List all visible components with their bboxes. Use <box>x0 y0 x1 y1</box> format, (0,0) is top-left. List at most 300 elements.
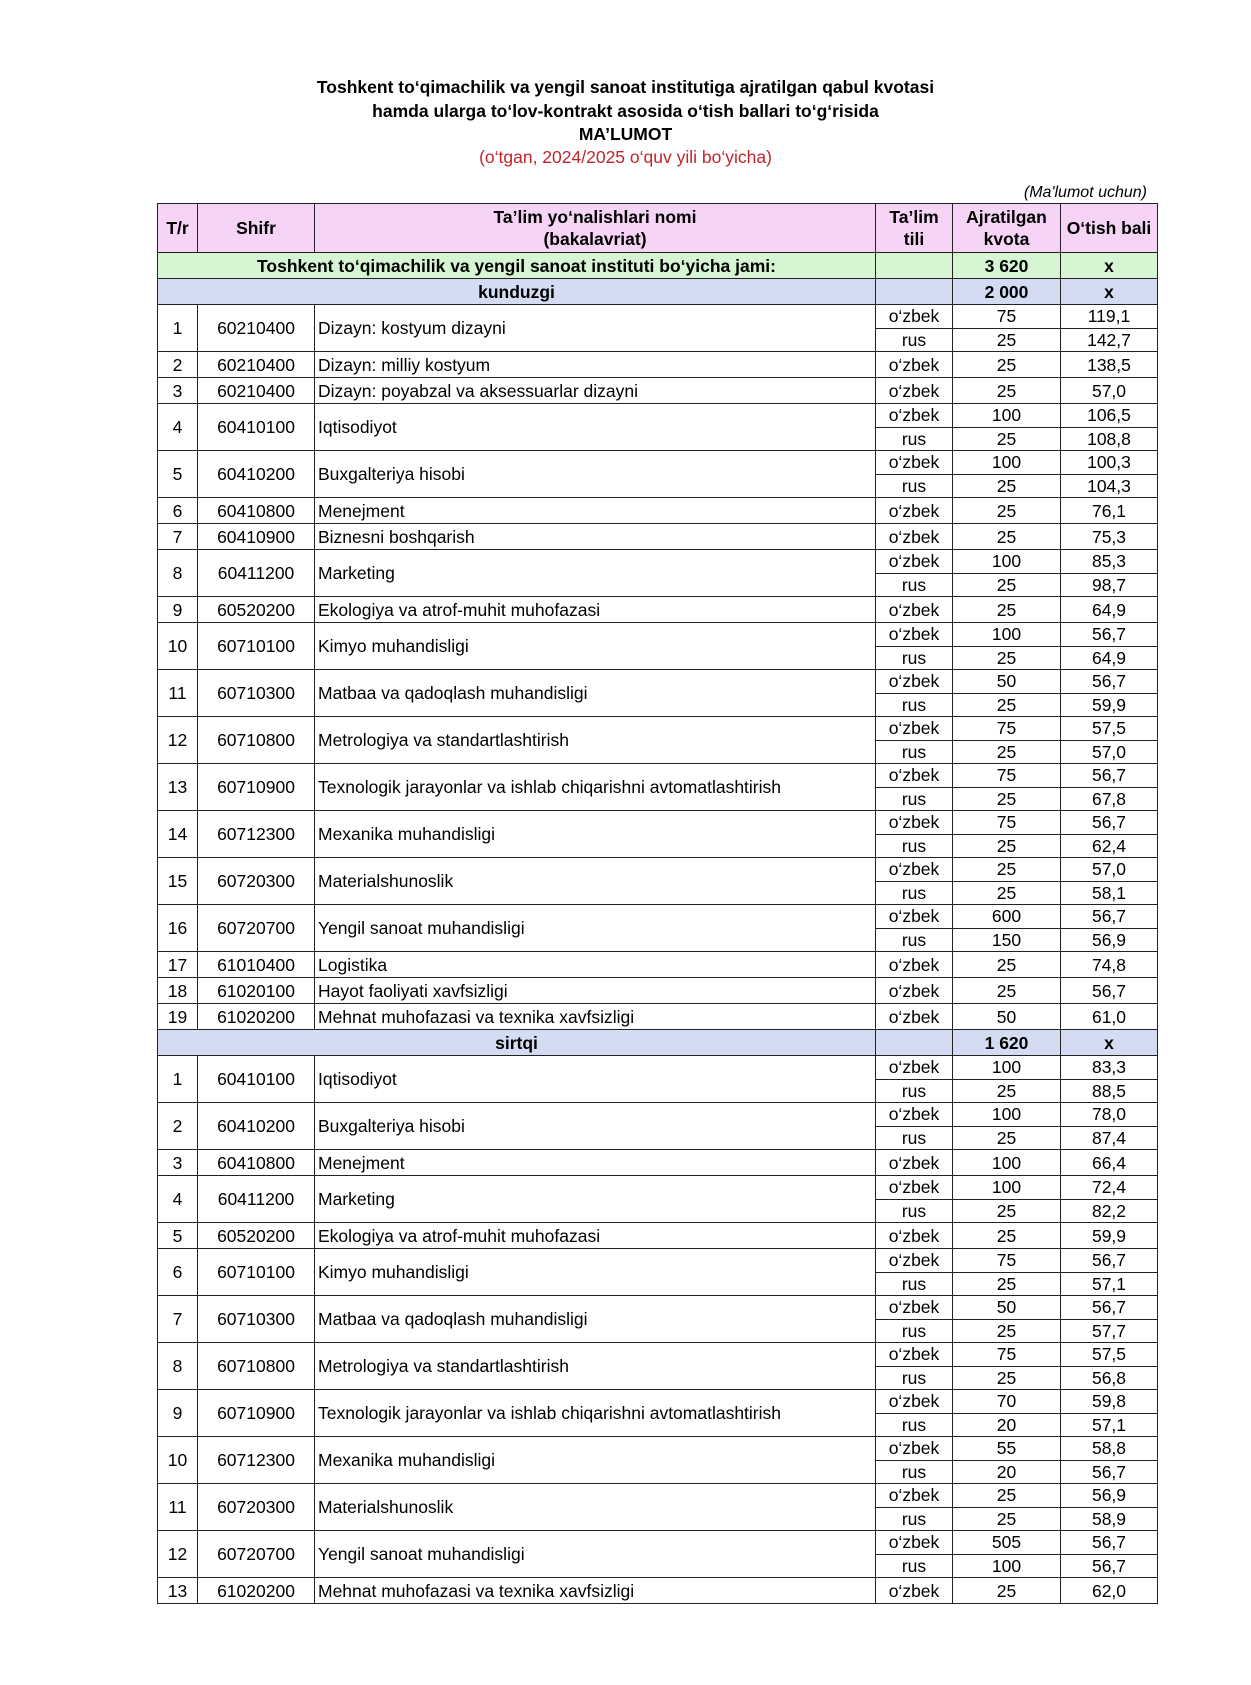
row-score: 76,1 <box>1061 498 1158 524</box>
row-score: 56,9 <box>1061 1484 1158 1508</box>
row-quota: 25 <box>953 573 1061 597</box>
row-score: 56,7 <box>1061 811 1158 835</box>
row-code: 60712300 <box>198 811 315 858</box>
row-number: 2 <box>158 1103 198 1150</box>
row-number: 4 <box>158 404 198 451</box>
row-code: 60710900 <box>198 764 315 811</box>
row-score: 56,8 <box>1061 1366 1158 1390</box>
row-language: o‘zbek <box>876 597 953 623</box>
row-number: 9 <box>158 1390 198 1437</box>
row-quota: 25 <box>953 328 1061 352</box>
row-number: 1 <box>158 305 198 352</box>
row-quota: 100 <box>953 1150 1061 1176</box>
row-number: 11 <box>158 1484 198 1531</box>
row-language: o‘zbek <box>876 1249 953 1273</box>
row-program-name: Buxgalteriya hisobi <box>315 1103 876 1150</box>
section-lang-empty <box>876 279 953 305</box>
row-language: rus <box>876 1126 953 1150</box>
row-language: o‘zbek <box>876 858 953 882</box>
table-row <box>158 1578 1158 1604</box>
row-quota: 25 <box>953 1199 1061 1223</box>
row-quota: 25 <box>953 427 1061 451</box>
row-score: 64,9 <box>1061 597 1158 623</box>
row-quota: 75 <box>953 717 1061 741</box>
row-score: 56,7 <box>1061 623 1158 647</box>
row-language: rus <box>876 881 953 905</box>
row-program-name: Dizayn: poyabzal va aksessuarlar dizayni <box>315 378 876 404</box>
row-code: 60710300 <box>198 1296 315 1343</box>
table-row <box>158 670 1158 694</box>
row-language: rus <box>876 328 953 352</box>
row-score: 87,4 <box>1061 1126 1158 1150</box>
row-score: 106,5 <box>1061 404 1158 428</box>
col-header-quota <box>953 204 1061 253</box>
row-score: 56,7 <box>1061 764 1158 788</box>
row-score: 72,4 <box>1061 1176 1158 1200</box>
row-program-name: Marketing <box>315 550 876 597</box>
row-number: 8 <box>158 550 198 597</box>
row-language: o‘zbek <box>876 1531 953 1555</box>
row-score: 57,1 <box>1061 1413 1158 1437</box>
row-language: rus <box>876 1272 953 1296</box>
total-score: x <box>1061 253 1158 279</box>
row-score: 74,8 <box>1061 952 1158 978</box>
row-score: 78,0 <box>1061 1103 1158 1127</box>
row-quota: 100 <box>953 623 1061 647</box>
title-line-1: Toshkent to‘qimachilik va yengil sanoat institutiga ajratilgan qabul kvotasi <box>316 77 935 97</box>
row-quota: 25 <box>953 787 1061 811</box>
row-quota: 25 <box>953 498 1061 524</box>
row-code: 60720700 <box>198 1531 315 1578</box>
row-code: 60720300 <box>198 1484 315 1531</box>
table-row <box>158 1531 1158 1555</box>
row-program-name: Matbaa va qadoqlash muhandisligi <box>315 670 876 717</box>
row-code: 60410800 <box>198 498 315 524</box>
row-code: 61020100 <box>198 978 315 1004</box>
row-quota: 25 <box>953 881 1061 905</box>
table-row <box>158 623 1158 647</box>
row-language: o‘zbek <box>876 378 953 404</box>
row-language: rus <box>876 1079 953 1103</box>
col-header-score: O‘tish bali <box>1061 204 1158 253</box>
row-quota: 100 <box>953 1056 1061 1080</box>
row-score: 75,3 <box>1061 524 1158 550</box>
row-language: rus <box>876 834 953 858</box>
row-language: o‘zbek <box>876 524 953 550</box>
row-program-name: Buxgalteriya hisobi <box>315 451 876 498</box>
row-score: 82,2 <box>1061 1199 1158 1223</box>
table-header-row <box>158 204 1158 253</box>
row-score: 142,7 <box>1061 328 1158 352</box>
row-program-name: Texnologik jarayonlar va ishlab chiqarishni avtomatlashtirish <box>315 764 876 811</box>
row-score: 59,9 <box>1061 693 1158 717</box>
row-code: 61010400 <box>198 952 315 978</box>
row-program-name: Biznesni boshqarish <box>315 524 876 550</box>
col-header-quota-line1: Ajratilgan <box>966 207 1047 227</box>
row-number: 4 <box>158 1176 198 1223</box>
row-number: 5 <box>158 1223 198 1249</box>
row-score: 104,3 <box>1061 474 1158 498</box>
row-language: o‘zbek <box>876 404 953 428</box>
row-score: 56,7 <box>1061 1460 1158 1484</box>
row-quota: 25 <box>953 858 1061 882</box>
row-code: 60710100 <box>198 1249 315 1296</box>
row-code: 60410100 <box>198 404 315 451</box>
row-number: 8 <box>158 1343 198 1390</box>
row-program-name: Materialshunoslik <box>315 858 876 905</box>
row-code: 60710800 <box>198 717 315 764</box>
total-lang-empty <box>876 253 953 279</box>
row-language: o‘zbek <box>876 670 953 694</box>
row-number: 13 <box>158 1578 198 1604</box>
row-language: o‘zbek <box>876 1296 953 1320</box>
row-quota: 25 <box>953 378 1061 404</box>
row-score: 56,7 <box>1061 1554 1158 1578</box>
row-program-name: Ekologiya va atrof-muhit muhofazasi <box>315 1223 876 1249</box>
row-score: 56,7 <box>1061 1531 1158 1555</box>
row-quota: 50 <box>953 670 1061 694</box>
row-program-name: Menejment <box>315 1150 876 1176</box>
section-name: kunduzgi <box>158 279 876 305</box>
table-row <box>158 1437 1158 1461</box>
row-quota: 75 <box>953 764 1061 788</box>
row-language: rus <box>876 1460 953 1484</box>
row-program-name: Materialshunoslik <box>315 1484 876 1531</box>
row-language: o‘zbek <box>876 1578 953 1604</box>
document-header <box>0 76 1251 168</box>
row-quota: 25 <box>953 693 1061 717</box>
row-language: o‘zbek <box>876 1390 953 1414</box>
row-score: 98,7 <box>1061 573 1158 597</box>
row-language: rus <box>876 1199 953 1223</box>
row-number: 15 <box>158 858 198 905</box>
row-program-name: Marketing <box>315 1176 876 1223</box>
row-program-name: Matbaa va qadoqlash muhandisligi <box>315 1296 876 1343</box>
col-header-name-line2: (bakalavriat) <box>543 229 647 249</box>
table-row <box>158 1176 1158 1200</box>
row-quota: 600 <box>953 905 1061 929</box>
row-language: o‘zbek <box>876 1437 953 1461</box>
section-score: x <box>1061 279 1158 305</box>
row-language: o‘zbek <box>876 1103 953 1127</box>
row-quota: 75 <box>953 305 1061 329</box>
title-line-3: MA’LUMOT <box>578 124 673 144</box>
row-code: 60720300 <box>198 858 315 905</box>
section-score: x <box>1061 1030 1158 1056</box>
row-program-name: Iqtisodiyot <box>315 1056 876 1103</box>
row-language: rus <box>876 928 953 952</box>
row-language: rus <box>876 1319 953 1343</box>
row-number: 1 <box>158 1056 198 1103</box>
row-code: 60520200 <box>198 1223 315 1249</box>
row-score: 67,8 <box>1061 787 1158 811</box>
row-quota: 505 <box>953 1531 1061 1555</box>
row-number: 6 <box>158 1249 198 1296</box>
row-number: 19 <box>158 1004 198 1030</box>
row-code: 60410200 <box>198 451 315 498</box>
row-program-name: Mehnat muhofazasi va texnika xavfsizligi <box>315 1004 876 1030</box>
table-row <box>158 404 1158 428</box>
row-code: 60411200 <box>198 1176 315 1223</box>
row-number: 17 <box>158 952 198 978</box>
row-program-name: Metrologiya va standartlashtirish <box>315 1343 876 1390</box>
table-row <box>158 978 1158 1004</box>
row-quota: 75 <box>953 811 1061 835</box>
row-code: 60710300 <box>198 670 315 717</box>
row-quota: 25 <box>953 524 1061 550</box>
row-quota: 25 <box>953 1484 1061 1508</box>
title-line-2: hamda ularga to‘lov-kontrakt asosida o‘tish ballari to‘g‘risida <box>372 100 879 121</box>
row-program-name: Yengil sanoat muhandisligi <box>315 1531 876 1578</box>
row-quota: 25 <box>953 646 1061 670</box>
col-header-name <box>315 204 876 253</box>
row-program-name: Mexanika muhandisligi <box>315 811 876 858</box>
row-language: o‘zbek <box>876 952 953 978</box>
section-row <box>158 279 1158 305</box>
table-row <box>158 305 1158 329</box>
table-row <box>158 352 1158 378</box>
table-row <box>158 1390 1158 1414</box>
row-program-name: Mexanika muhandisligi <box>315 1437 876 1484</box>
row-number: 11 <box>158 670 198 717</box>
row-code: 60712300 <box>198 1437 315 1484</box>
row-program-name: Dizayn: kostyum dizayni <box>315 305 876 352</box>
row-code: 61020200 <box>198 1578 315 1604</box>
row-quota: 25 <box>953 1319 1061 1343</box>
quota-table <box>157 203 1158 1604</box>
table-row <box>158 764 1158 788</box>
row-language: rus <box>876 1413 953 1437</box>
col-header-lang-line2: tili <box>903 229 925 249</box>
info-note: (Ma'lumot uchun) <box>1023 184 1147 201</box>
row-quota: 55 <box>953 1437 1061 1461</box>
row-score: 56,7 <box>1061 905 1158 929</box>
row-quota: 75 <box>953 1249 1061 1273</box>
row-quota: 25 <box>953 952 1061 978</box>
row-language: rus <box>876 1366 953 1390</box>
row-number: 12 <box>158 717 198 764</box>
row-code: 60410900 <box>198 524 315 550</box>
table-row <box>158 597 1158 623</box>
row-language: o‘zbek <box>876 352 953 378</box>
table-row <box>158 858 1158 882</box>
row-quota: 100 <box>953 1176 1061 1200</box>
row-code: 60210400 <box>198 305 315 352</box>
col-header-name-line1: Ta’lim yo‘nalishlari nomi <box>493 207 697 227</box>
row-score: 57,0 <box>1061 858 1158 882</box>
section-name: sirtqi <box>158 1030 876 1056</box>
row-language: rus <box>876 646 953 670</box>
section-lang-empty <box>876 1030 953 1056</box>
row-language: o‘zbek <box>876 1056 953 1080</box>
table-row <box>158 1103 1158 1127</box>
row-language: o‘zbek <box>876 764 953 788</box>
table-row <box>158 498 1158 524</box>
row-score: 56,7 <box>1061 670 1158 694</box>
row-language: o‘zbek <box>876 811 953 835</box>
row-language: o‘zbek <box>876 550 953 574</box>
row-quota: 75 <box>953 1343 1061 1367</box>
row-code: 61020200 <box>198 1004 315 1030</box>
row-number: 2 <box>158 352 198 378</box>
table-row <box>158 952 1158 978</box>
row-score: 62,4 <box>1061 834 1158 858</box>
row-score: 100,3 <box>1061 451 1158 475</box>
row-number: 14 <box>158 811 198 858</box>
table-row <box>158 905 1158 929</box>
row-quota: 100 <box>953 550 1061 574</box>
row-score: 58,1 <box>1061 881 1158 905</box>
row-score: 64,9 <box>1061 646 1158 670</box>
row-quota: 25 <box>953 1578 1061 1604</box>
row-language: o‘zbek <box>876 1150 953 1176</box>
row-language: o‘zbek <box>876 905 953 929</box>
total-quota: 3 620 <box>953 253 1061 279</box>
row-program-name: Texnologik jarayonlar va ishlab chiqarishni avtomatlashtirish <box>315 1390 876 1437</box>
row-language: o‘zbek <box>876 498 953 524</box>
table-row <box>158 378 1158 404</box>
row-number: 13 <box>158 764 198 811</box>
row-program-name: Iqtisodiyot <box>315 404 876 451</box>
row-number: 10 <box>158 623 198 670</box>
col-header-code: Shifr <box>198 204 315 253</box>
row-number: 16 <box>158 905 198 952</box>
row-language: o‘zbek <box>876 717 953 741</box>
row-language: rus <box>876 474 953 498</box>
row-code: 60720700 <box>198 905 315 952</box>
row-score: 61,0 <box>1061 1004 1158 1030</box>
row-program-name: Kimyo muhandisligi <box>315 1249 876 1296</box>
row-quota: 25 <box>953 978 1061 1004</box>
row-score: 56,7 <box>1061 1249 1158 1273</box>
row-score: 56,7 <box>1061 978 1158 1004</box>
row-quota: 50 <box>953 1296 1061 1320</box>
row-quota: 100 <box>953 451 1061 475</box>
row-score: 57,5 <box>1061 1343 1158 1367</box>
row-number: 3 <box>158 378 198 404</box>
col-header-lang-line1: Ta’lim <box>889 207 939 227</box>
row-language: o‘zbek <box>876 451 953 475</box>
row-program-name: Mehnat muhofazasi va texnika xavfsizligi <box>315 1578 876 1604</box>
row-score: 57,5 <box>1061 717 1158 741</box>
row-quota: 150 <box>953 928 1061 952</box>
row-language: o‘zbek <box>876 978 953 1004</box>
row-language: rus <box>876 1507 953 1531</box>
row-program-name: Hayot faoliyati xavfsizligi <box>315 978 876 1004</box>
row-score: 59,8 <box>1061 1390 1158 1414</box>
row-language: rus <box>876 427 953 451</box>
row-program-name: Dizayn: milliy kostyum <box>315 352 876 378</box>
row-quota: 25 <box>953 1272 1061 1296</box>
row-score: 56,7 <box>1061 1296 1158 1320</box>
table-row <box>158 1004 1158 1030</box>
row-code: 60410100 <box>198 1056 315 1103</box>
col-header-lang <box>876 204 953 253</box>
row-language: o‘zbek <box>876 623 953 647</box>
table-row <box>158 1056 1158 1080</box>
row-score: 59,9 <box>1061 1223 1158 1249</box>
row-score: 66,4 <box>1061 1150 1158 1176</box>
total-label: Toshkent to‘qimachilik va yengil sanoat instituti bo‘yicha jami: <box>158 253 876 279</box>
row-language: rus <box>876 740 953 764</box>
row-number: 6 <box>158 498 198 524</box>
table-body <box>158 253 1158 1604</box>
row-program-name: Metrologiya va standartlashtirish <box>315 717 876 764</box>
table-row <box>158 1484 1158 1508</box>
row-code: 60710100 <box>198 623 315 670</box>
row-program-name: Kimyo muhandisligi <box>315 623 876 670</box>
table-row <box>158 451 1158 475</box>
table-row <box>158 811 1158 835</box>
row-score: 62,0 <box>1061 1578 1158 1604</box>
col-header-tr: T/r <box>158 204 198 253</box>
col-header-quota-line2: kvota <box>983 229 1030 249</box>
total-row <box>158 253 1158 279</box>
row-quota: 25 <box>953 1079 1061 1103</box>
row-code: 60710900 <box>198 1390 315 1437</box>
row-number: 3 <box>158 1150 198 1176</box>
table-row <box>158 1150 1158 1176</box>
row-quota: 25 <box>953 1507 1061 1531</box>
row-quota: 100 <box>953 1103 1061 1127</box>
table-row <box>158 1249 1158 1273</box>
row-score: 57,1 <box>1061 1272 1158 1296</box>
row-code: 60411200 <box>198 550 315 597</box>
row-score: 83,3 <box>1061 1056 1158 1080</box>
row-language: rus <box>876 787 953 811</box>
row-score: 58,8 <box>1061 1437 1158 1461</box>
row-number: 18 <box>158 978 198 1004</box>
row-score: 88,5 <box>1061 1079 1158 1103</box>
row-quota: 20 <box>953 1413 1061 1437</box>
table-row <box>158 717 1158 741</box>
table-row <box>158 524 1158 550</box>
row-number: 7 <box>158 524 198 550</box>
row-score: 57,7 <box>1061 1319 1158 1343</box>
row-language: rus <box>876 1554 953 1578</box>
row-language: rus <box>876 693 953 717</box>
row-quota: 25 <box>953 597 1061 623</box>
row-program-name: Menejment <box>315 498 876 524</box>
row-quota: 25 <box>953 740 1061 764</box>
row-quota: 70 <box>953 1390 1061 1414</box>
row-quota: 50 <box>953 1004 1061 1030</box>
section-quota: 2 000 <box>953 279 1061 305</box>
row-code: 60410800 <box>198 1150 315 1176</box>
row-quota: 25 <box>953 834 1061 858</box>
section-row <box>158 1030 1158 1056</box>
row-score: 58,9 <box>1061 1507 1158 1531</box>
row-code: 60710800 <box>198 1343 315 1390</box>
row-number: 7 <box>158 1296 198 1343</box>
row-number: 10 <box>158 1437 198 1484</box>
row-code: 60520200 <box>198 597 315 623</box>
row-quota: 25 <box>953 1223 1061 1249</box>
row-quota: 25 <box>953 474 1061 498</box>
row-quota: 25 <box>953 352 1061 378</box>
row-language: o‘zbek <box>876 1484 953 1508</box>
row-score: 57,0 <box>1061 740 1158 764</box>
section-quota: 1 620 <box>953 1030 1061 1056</box>
row-score: 85,3 <box>1061 550 1158 574</box>
row-program-name: Ekologiya va atrof-muhit muhofazasi <box>315 597 876 623</box>
table-row <box>158 1223 1158 1249</box>
table-row <box>158 1296 1158 1320</box>
row-code: 60210400 <box>198 378 315 404</box>
row-quota: 100 <box>953 404 1061 428</box>
row-score: 56,9 <box>1061 928 1158 952</box>
row-language: o‘zbek <box>876 1176 953 1200</box>
